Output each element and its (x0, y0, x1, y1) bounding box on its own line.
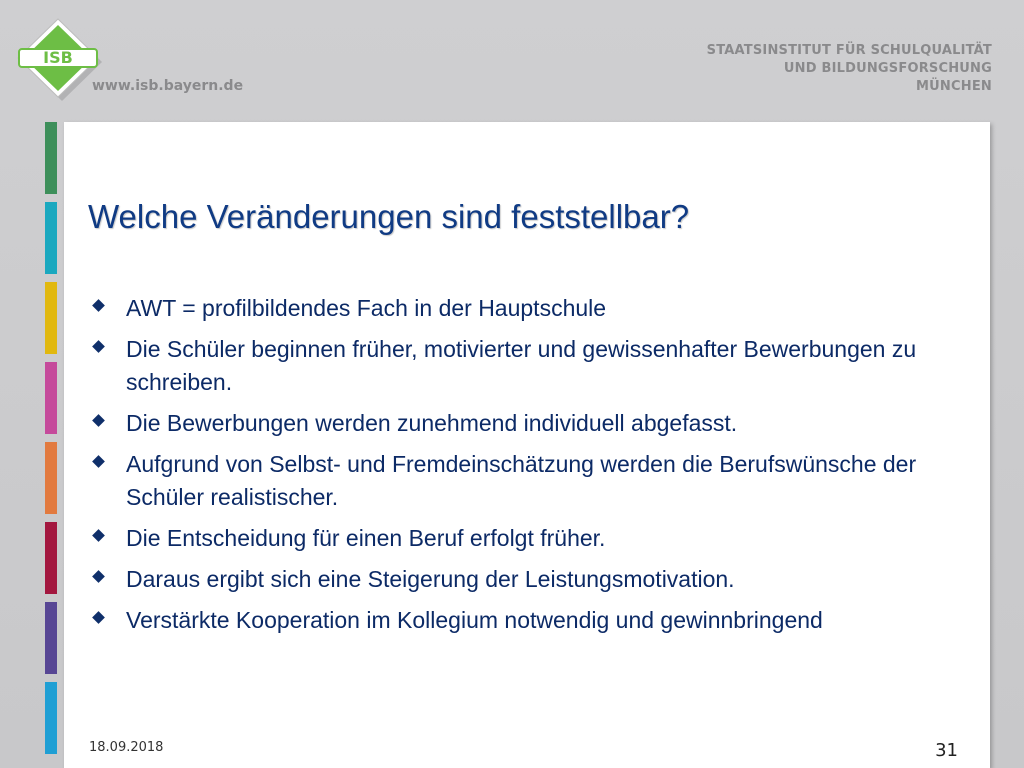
color-stripe (45, 602, 57, 674)
list-item (90, 604, 970, 637)
bullet-text: Verstärkte Kooperation im Kollegium notwendig und gewinnbringend (126, 607, 823, 633)
list-item (90, 448, 970, 514)
list-item (90, 333, 970, 399)
color-stripe (45, 122, 57, 194)
list-item (90, 292, 970, 325)
diamond-bullet-icon (92, 570, 105, 583)
slide-content (64, 122, 990, 768)
institute-name (707, 42, 992, 96)
diamond-bullet-icon (92, 414, 105, 427)
institute-line: MÜNCHEN (916, 79, 992, 94)
list-item (90, 407, 970, 440)
color-stripe (45, 202, 57, 274)
diamond-bullet-icon (92, 529, 105, 542)
logo-text: ISB (43, 48, 73, 67)
page-number: 31 (935, 740, 958, 761)
bullet-list (90, 292, 970, 645)
bullet-text: AWT = profilbildendes Fach in der Hauptschule (126, 295, 607, 321)
slide-date: 18.09.2018 (89, 740, 164, 755)
isb-logo (14, 16, 104, 106)
diamond-bullet-icon (92, 340, 105, 353)
color-stripe (45, 682, 57, 754)
bullet-text: Daraus ergibt sich eine Steigerung der Leistungsmotivation. (126, 566, 735, 592)
bullet-text: Die Entscheidung für einen Beruf erfolgt früher. (126, 525, 606, 551)
list-item (90, 563, 970, 596)
slide-title: Welche Veränderungen sind feststellbar? (88, 198, 690, 235)
color-stripe (45, 282, 57, 354)
website-url[interactable]: www.isb.bayern.de (92, 78, 244, 94)
list-item (90, 522, 970, 555)
color-stripe (45, 522, 57, 594)
bullet-text: Aufgrund von Selbst- und Fremdeinschätzung werden die Berufswünsche der Schüler realistischer. (126, 451, 917, 510)
color-stripe (45, 442, 57, 514)
diamond-bullet-icon (92, 611, 105, 624)
institute-line: STAATSINSTITUT FÜR SCHULQUALITÄT (706, 43, 992, 58)
diamond-bullet-icon (92, 455, 105, 468)
bullet-text: Die Schüler beginnen früher, motivierter und gewissenhafter Bewerbungen zu schreiben. (126, 336, 917, 395)
institute-line: UND BILDUNGSFORSCHUNG (783, 61, 992, 76)
bullet-text: Die Bewerbungen werden zunehmend individuell abgefasst. (126, 410, 738, 436)
diamond-bullet-icon (92, 299, 105, 312)
color-stripe (45, 362, 57, 434)
